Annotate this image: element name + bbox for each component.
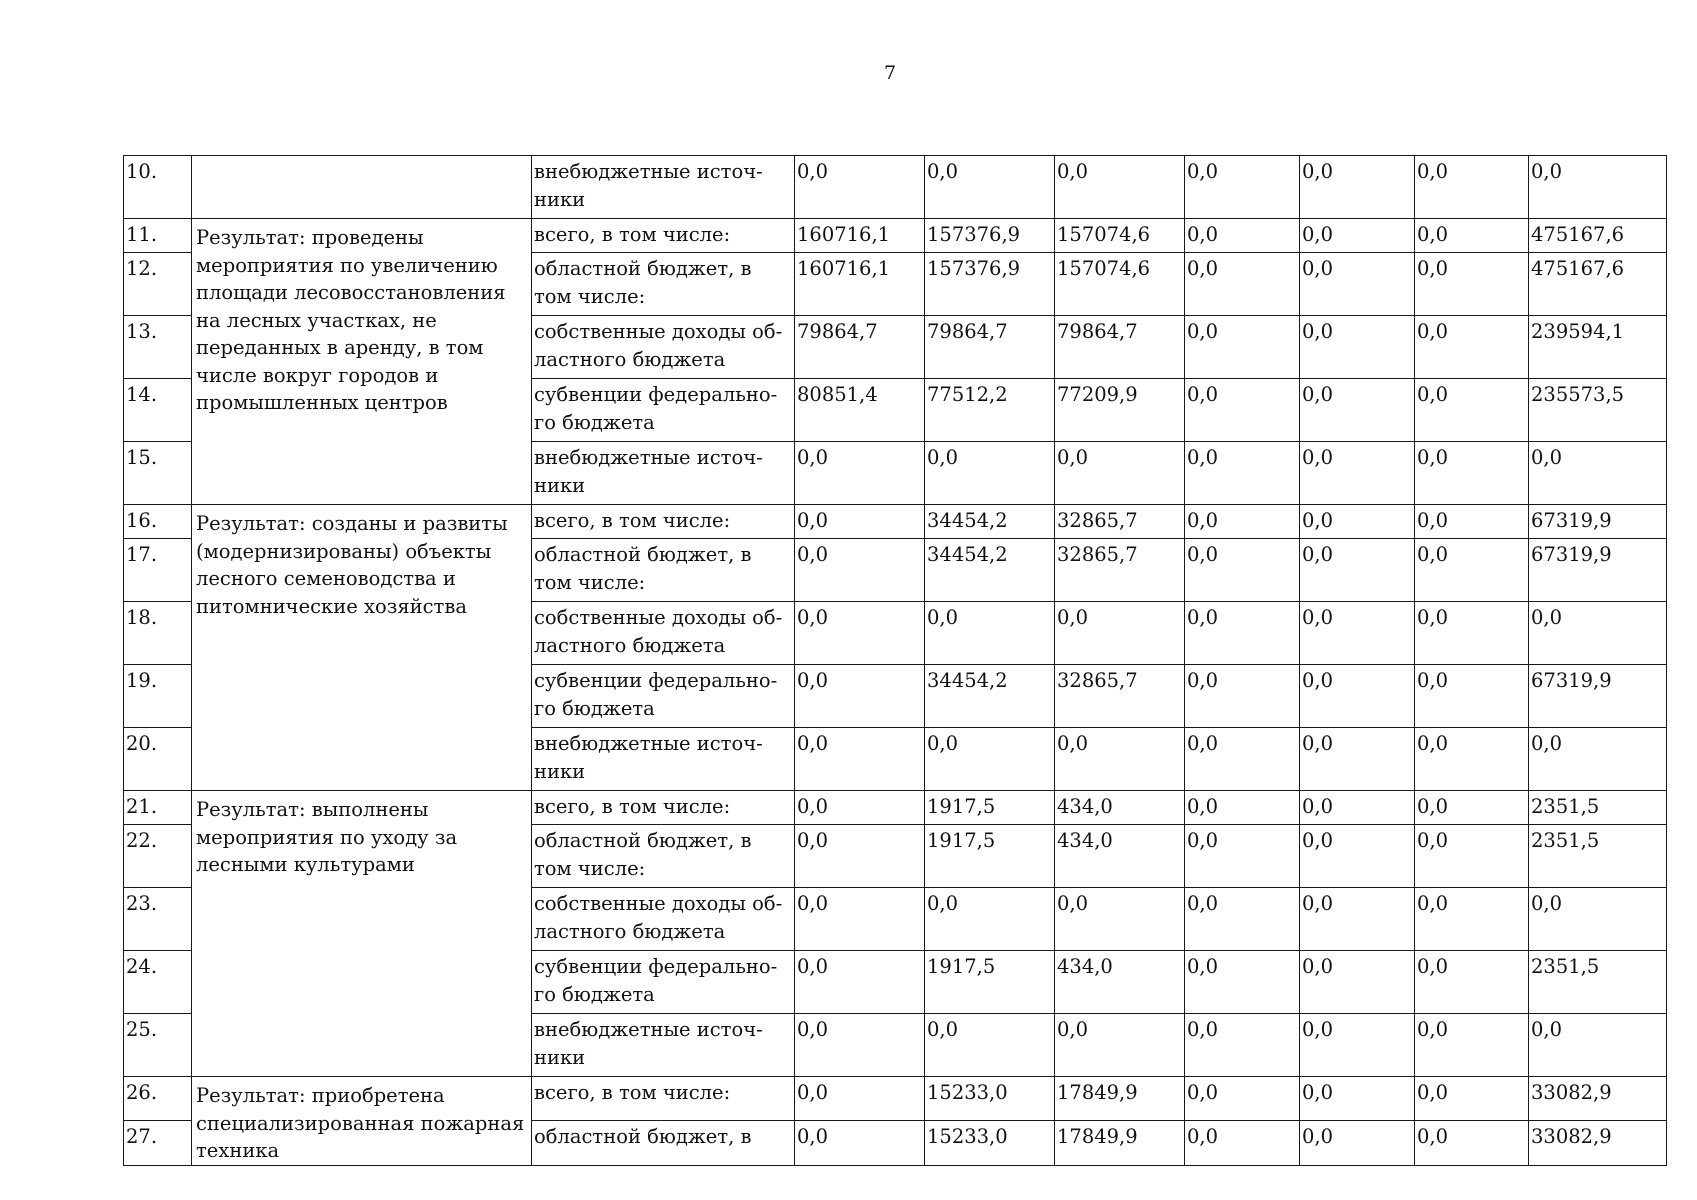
year-value: 0,0 [1415,951,1529,1014]
year-value: 17849,9 [1055,1077,1185,1121]
row-number: 22. [124,825,192,888]
year-value: 0,0 [1185,505,1300,539]
total-value: 67319,9 [1529,539,1667,602]
year-value: 160716,1 [795,253,925,316]
year-value: 0,0 [1055,1014,1185,1077]
year-value: 0,0 [1185,888,1300,951]
total-value: 239594,1 [1529,316,1667,379]
funding-source: областной бюджет, в [532,1121,795,1165]
year-value: 77512,2 [925,379,1055,442]
table-row [124,219,1667,253]
year-value: 0,0 [1185,379,1300,442]
year-value: 0,0 [1415,156,1529,219]
year-value: 0,0 [1185,665,1300,728]
table-row [124,1077,1667,1121]
year-value: 34454,2 [925,505,1055,539]
year-value: 0,0 [795,825,925,888]
year-value: 0,0 [795,442,925,505]
funding-source: областной бюджет, в том числе: [532,825,795,888]
year-value: 0,0 [1185,442,1300,505]
funding-source: всего, в том числе: [532,505,795,539]
year-value: 1917,5 [925,825,1055,888]
year-value: 0,0 [1300,825,1415,888]
year-value: 0,0 [925,888,1055,951]
row-number: 11. [124,219,192,253]
result-description [192,156,532,219]
funding-source: внебюджетные источ- ники [532,728,795,791]
year-value: 34454,2 [925,665,1055,728]
funding-source: субвенции федерально- го бюджета [532,379,795,442]
year-value: 0,0 [1415,442,1529,505]
year-value: 0,0 [795,156,925,219]
year-value: 0,0 [795,505,925,539]
year-value: 0,0 [1300,253,1415,316]
year-value: 160716,1 [795,219,925,253]
year-value: 15233,0 [925,1077,1055,1121]
year-value: 0,0 [1415,379,1529,442]
total-value: 0,0 [1529,888,1667,951]
year-value: 80851,4 [795,379,925,442]
year-value: 157074,6 [1055,219,1185,253]
row-number: 27. [124,1121,192,1165]
total-value: 67319,9 [1529,665,1667,728]
row-number: 12. [124,253,192,316]
year-value: 0,0 [1300,728,1415,791]
year-value: 0,0 [1300,505,1415,539]
total-value: 0,0 [1529,156,1667,219]
year-value: 1917,5 [925,791,1055,825]
year-value: 32865,7 [1055,539,1185,602]
row-number: 24. [124,951,192,1014]
total-value: 0,0 [1529,728,1667,791]
year-value: 0,0 [1415,316,1529,379]
year-value: 157376,9 [925,253,1055,316]
year-value: 0,0 [1300,602,1415,665]
year-value: 0,0 [1185,825,1300,888]
year-value: 0,0 [1300,951,1415,1014]
funding-source: субвенции федерально- го бюджета [532,951,795,1014]
row-number: 23. [124,888,192,951]
year-value: 17849,9 [1055,1121,1185,1165]
year-value: 0,0 [1185,1121,1300,1165]
funding-source: внебюджетные источ- ники [532,156,795,219]
year-value: 34454,2 [925,539,1055,602]
row-number: 17. [124,539,192,602]
year-value: 0,0 [1185,253,1300,316]
year-value: 0,0 [1185,316,1300,379]
total-value: 0,0 [1529,1014,1667,1077]
row-number: 16. [124,505,192,539]
year-value: 77209,9 [1055,379,1185,442]
year-value: 0,0 [1055,156,1185,219]
year-value: 0,0 [795,1121,925,1165]
year-value: 434,0 [1055,825,1185,888]
year-value: 434,0 [1055,791,1185,825]
funding-source: областной бюджет, в том числе: [532,539,795,602]
year-value: 0,0 [1300,791,1415,825]
funding-source: всего, в том числе: [532,1077,795,1121]
result-description: Результат: приобретена специализированная пожарная техника [192,1077,532,1166]
funding-source: областной бюджет, в том числе: [532,253,795,316]
year-value: 0,0 [1185,951,1300,1014]
year-value: 0,0 [1185,1014,1300,1077]
result-description: Результат: выполнены мероприятия по уходу за лесными культурами [192,791,532,1077]
year-value: 0,0 [1300,442,1415,505]
year-value: 0,0 [1300,1121,1415,1165]
funding-source: собственные доходы об- ластного бюджета [532,888,795,951]
year-value: 0,0 [1415,1077,1529,1121]
row-number: 21. [124,791,192,825]
year-value: 0,0 [1300,539,1415,602]
funding-source: внебюджетные источ- ники [532,442,795,505]
year-value: 0,0 [1415,253,1529,316]
funding-source: внебюджетные источ- ники [532,1014,795,1077]
year-value: 0,0 [795,1014,925,1077]
year-value: 0,0 [1415,791,1529,825]
row-number: 13. [124,316,192,379]
year-value: 0,0 [795,1077,925,1121]
year-value: 0,0 [1415,505,1529,539]
year-value: 434,0 [1055,951,1185,1014]
funding-source: собственные доходы об- ластного бюджета [532,316,795,379]
year-value: 0,0 [1055,602,1185,665]
total-value: 0,0 [1529,602,1667,665]
year-value: 1917,5 [925,951,1055,1014]
table-row [124,505,1667,539]
funding-source: всего, в том числе: [532,219,795,253]
year-value: 79864,7 [795,316,925,379]
year-value: 0,0 [1300,1077,1415,1121]
total-value: 2351,5 [1529,951,1667,1014]
year-value: 0,0 [1415,602,1529,665]
year-value: 0,0 [1055,728,1185,791]
year-value: 0,0 [925,156,1055,219]
table-row [124,156,1667,219]
year-value: 0,0 [1415,219,1529,253]
year-value: 0,0 [1415,888,1529,951]
funding-source: всего, в том числе: [532,791,795,825]
year-value: 157074,6 [1055,253,1185,316]
year-value: 0,0 [795,728,925,791]
total-value: 33082,9 [1529,1121,1667,1165]
row-number: 19. [124,665,192,728]
year-value: 0,0 [1300,888,1415,951]
year-value: 32865,7 [1055,665,1185,728]
year-value: 0,0 [1185,791,1300,825]
year-value: 0,0 [1415,1014,1529,1077]
year-value: 0,0 [795,888,925,951]
year-value: 0,0 [795,539,925,602]
year-value: 0,0 [1300,1014,1415,1077]
year-value: 0,0 [1055,888,1185,951]
table-row [124,791,1667,825]
total-value: 0,0 [1529,442,1667,505]
year-value: 0,0 [925,1014,1055,1077]
result-description: Результат: созданы и развиты (модернизированы) объекты лесного семеноводства и питомнические хозяйства [192,505,532,791]
year-value: 79864,7 [925,316,1055,379]
year-value: 0,0 [1185,156,1300,219]
result-description: Результат: проведены мероприятия по увеличению площади лесовосстановления на лесных участках, не переданных в аренду, в том числе вокруг городов и промышленных центров [192,219,532,505]
year-value: 0,0 [1300,379,1415,442]
year-value: 0,0 [925,728,1055,791]
total-value: 2351,5 [1529,825,1667,888]
row-number: 20. [124,728,192,791]
year-value: 0,0 [1185,219,1300,253]
year-value: 0,0 [1300,219,1415,253]
total-value: 67319,9 [1529,505,1667,539]
total-value: 2351,5 [1529,791,1667,825]
total-value: 33082,9 [1529,1077,1667,1121]
budget-table [123,155,1667,1166]
year-value: 0,0 [795,665,925,728]
row-number: 10. [124,156,192,219]
row-number: 15. [124,442,192,505]
total-value: 475167,6 [1529,253,1667,316]
year-value: 0,0 [1185,1077,1300,1121]
year-value: 0,0 [1415,728,1529,791]
funding-source: собственные доходы об- ластного бюджета [532,602,795,665]
year-value: 0,0 [1300,316,1415,379]
row-number: 25. [124,1014,192,1077]
year-value: 0,0 [1415,825,1529,888]
year-value: 0,0 [1415,1121,1529,1165]
year-value: 32865,7 [1055,505,1185,539]
year-value: 0,0 [1415,665,1529,728]
year-value: 0,0 [1185,728,1300,791]
row-number: 18. [124,602,192,665]
year-value: 0,0 [795,951,925,1014]
year-value: 15233,0 [925,1121,1055,1165]
year-value: 157376,9 [925,219,1055,253]
year-value: 0,0 [1300,665,1415,728]
year-value: 0,0 [1300,156,1415,219]
row-number: 14. [124,379,192,442]
year-value: 0,0 [1185,602,1300,665]
table-body [124,156,1667,1166]
year-value: 0,0 [1415,539,1529,602]
total-value: 475167,6 [1529,219,1667,253]
year-value: 0,0 [1055,442,1185,505]
row-number: 26. [124,1077,192,1121]
year-value: 0,0 [925,442,1055,505]
year-value: 0,0 [795,602,925,665]
year-value: 0,0 [795,791,925,825]
page-number: 7 [883,62,897,84]
year-value: 0,0 [1185,539,1300,602]
total-value: 235573,5 [1529,379,1667,442]
year-value: 79864,7 [1055,316,1185,379]
funding-source: субвенции федерально- го бюджета [532,665,795,728]
year-value: 0,0 [925,602,1055,665]
